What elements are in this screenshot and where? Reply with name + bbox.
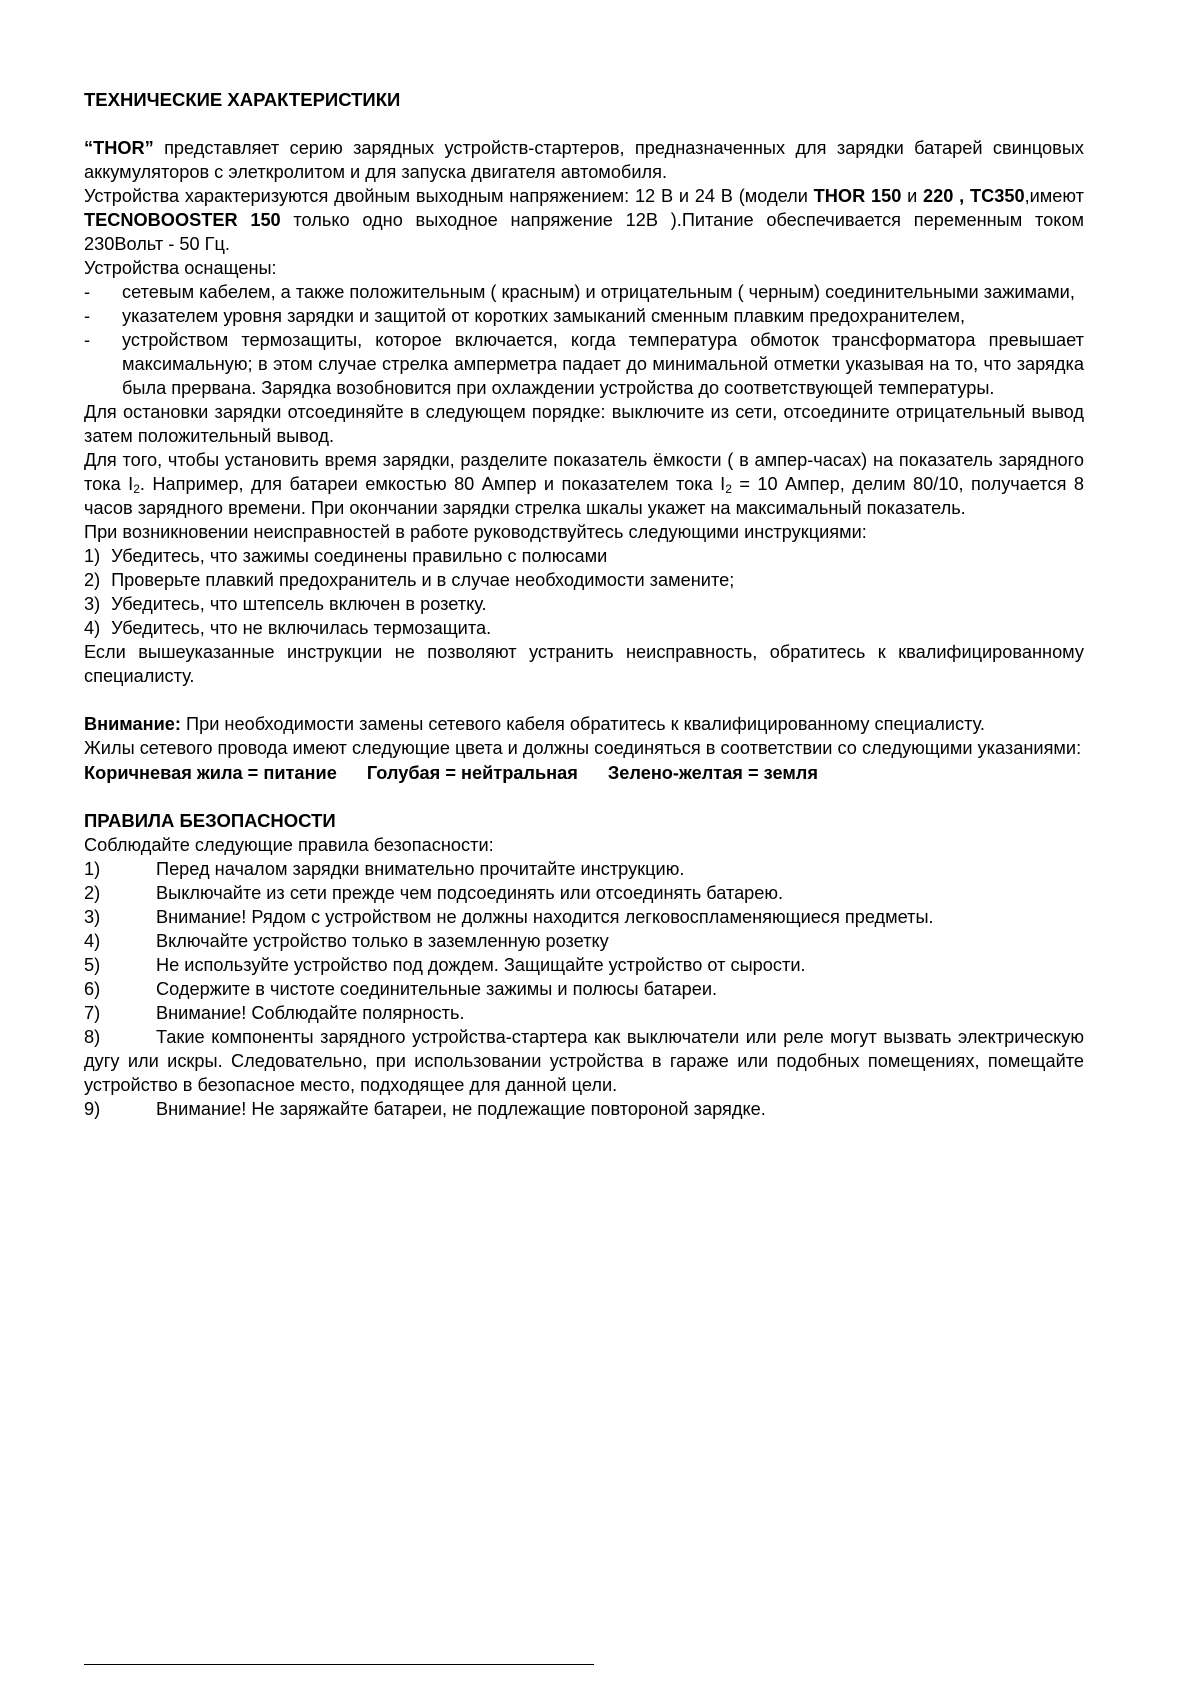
stop-paragraph: Для остановки зарядки отсоединяйте в следующем порядке: выключите из сети, отсоедините отрицательный вывод затем положительный вывод. [84,402,1084,446]
voltage-text-e: только одно выходное напряжение 12В ).Питание обеспечивается переменным током 230Вольт - 50 Гц. [84,210,1084,254]
subscript-2: 2 [133,482,140,496]
item-number: 6) [84,979,101,999]
item-text: Внимание! Не заряжайте батареи, не подлежащие повтороной зарядке. [156,1099,766,1119]
item-number: 8) [84,1027,101,1047]
safety-item [84,881,1084,905]
document-body [84,88,1084,1121]
equipped-item: - устройством термозащиты, которое включается, когда температура обмоток трансформатора превышает максимальную; в этом случае стрелка амперметра падает до минимальной отметки указывая на то, что зарядка была прервана. Зарядка возобновится при охлаждении устройства до соответствующей температуры. [84,328,1084,400]
equipped-item: - указателем уровня зарядки и защитой от коротких замыканий сменным плавким предохранителем, [84,304,1084,328]
intro-paragraph [84,136,1084,184]
safety-item [84,1001,1084,1025]
charge-time-text-a: Для того, чтобы установить время зарядки, разделите показатель ёмкости ( в ампер-часах) на показатель зарядного тока I [84,450,1084,494]
wires-paragraph: Жилы сетевого провода имеют следующие цвета и должны соединяться в соответствии со следующими указаниями: [84,738,1082,758]
model-tecnobooster: TECNOBOOSTER 150 [84,210,281,230]
item-number: 2) [84,883,101,903]
item-text: Убедитесь, что штепсель включен в розетку. [111,594,487,614]
item-text: Внимание! Рядом с устройством не должны находится легковоспламеняющиеся предметы. [156,907,934,927]
item-text: Такие компоненты зарядного устройства-стартера как выключатели или реле могут вызвать электрическую дугу или искры. Следовательно, при использовании устройства в гараже или подобных помещениях, помещайте устройство в безопасное место, подходящее для данной цели. [84,1027,1084,1095]
safety-intro: Соблюдайте следующие правила безопасности: [84,835,494,855]
item-text: Выключайте из сети прежде чем подсоединять или отсоединять батарею. [156,883,784,903]
trouble-outro: Если вышеуказанные инструкции не позволяют устранить неисправность, обратитесь к квалифицированному специалисту. [84,642,1084,686]
section-title-safety: ПРАВИЛА БЕЗОПАСНОСТИ [84,810,336,831]
trouble-item [84,592,1084,616]
cable-colors [84,761,1084,785]
footer-rule [84,1664,594,1665]
item-number: 4) [84,931,101,951]
item-text: Не используйте устройство под дождем. Защищайте устройство от сырости. [156,955,806,975]
safety-item [84,905,1084,929]
safety-item [84,929,1084,953]
cable-blue: Голубая = нейтральная [366,763,578,783]
cable-brown: Коричневая жила = питание [84,763,337,783]
attention-label: Внимание: [84,714,181,734]
equipped-item: - сетевым кабелем, а также положительным ( красным) и отрицательным ( черным) соединительными зажимами, [84,280,1084,304]
item-text: Убедитесь, что зажимы соединены правильно с полюсами [111,546,608,566]
model-thor150: THOR 150 [813,186,902,206]
safety-item [84,1025,1084,1097]
item-number: 5) [84,955,101,975]
cable-green-yellow: Зелено-желтая = земля [607,763,818,783]
trouble-item [84,568,1084,592]
trouble-intro: При возникновении неисправностей в работе руководствуйтесь следующими инструкциями: [84,522,867,542]
item-text: Содержите в чистоте соединительные зажимы и полюсы батареи. [156,979,718,999]
safety-item [84,977,1084,1001]
voltage-text-d: ,имеют [1024,186,1084,206]
item-number: 7) [84,1003,101,1023]
brand-name: “THOR” [84,138,154,158]
safety-item [84,857,1084,881]
attention-text: При необходимости замены сетевого кабеля обратитесь к квалифицированному специалисту. [180,714,985,734]
attention-paragraph [84,712,1084,736]
model-220-tc350: 220 , TC350 [923,186,1025,206]
item-text: Проверьте плавкий предохранитель и в случае необходимости замените; [111,570,735,590]
item-number: 9) [84,1099,101,1119]
voltage-text-a: Устройства характеризуются двойным выходным напряжением: 12 В и 24 В (модели [84,186,814,206]
spacer [84,785,1084,809]
item-number: 1) [84,859,101,879]
spacer [84,688,1084,712]
item-number: 3) [84,594,101,614]
item-number: 3) [84,907,101,927]
item-number: 2) [84,570,101,590]
item-number: 4) [84,618,101,638]
item-text: Внимание! Соблюдайте полярность. [156,1003,465,1023]
charge-time-text-b: . Например, для батареи емкостью 80 Ампер и показателем тока I [139,474,726,494]
equipped-list [84,280,1084,400]
equipped-title: Устройства оснащены: [84,258,277,278]
trouble-item [84,544,1084,568]
charge-time-paragraph [84,448,1084,520]
safety-item [84,1097,1084,1121]
charge-time-text-c: = 10 Ампер, делим 80/10, получается 8 часов зарядного времени. При окончании зарядки стрелка шкалы укажет на максимальный показатель. [84,474,1085,518]
section-title-specs: ТЕХНИЧЕСКИЕ ХАРАКТЕРИСТИКИ [84,89,401,110]
item-text: Включайте устройство только в заземленную розетку [156,931,609,951]
trouble-item [84,616,1084,640]
safety-list [84,857,1084,1121]
item-text: Убедитесь, что не включилась термозащита. [111,618,492,638]
voltage-text-c: и [901,186,924,206]
item-text: Перед началом зарядки внимательно прочитайте инструкцию. [156,859,685,879]
intro-text: представляет серию зарядных устройств-стартеров, предназначенных для зарядки батарей свинцовых аккумуляторов с элеткролитом и для запуска двигателя автомобиля. [84,138,1084,182]
subscript-2: 2 [725,482,732,496]
trouble-list [84,544,1084,640]
voltage-paragraph [84,184,1084,256]
item-number: 1) [84,546,101,566]
safety-item [84,953,1084,977]
